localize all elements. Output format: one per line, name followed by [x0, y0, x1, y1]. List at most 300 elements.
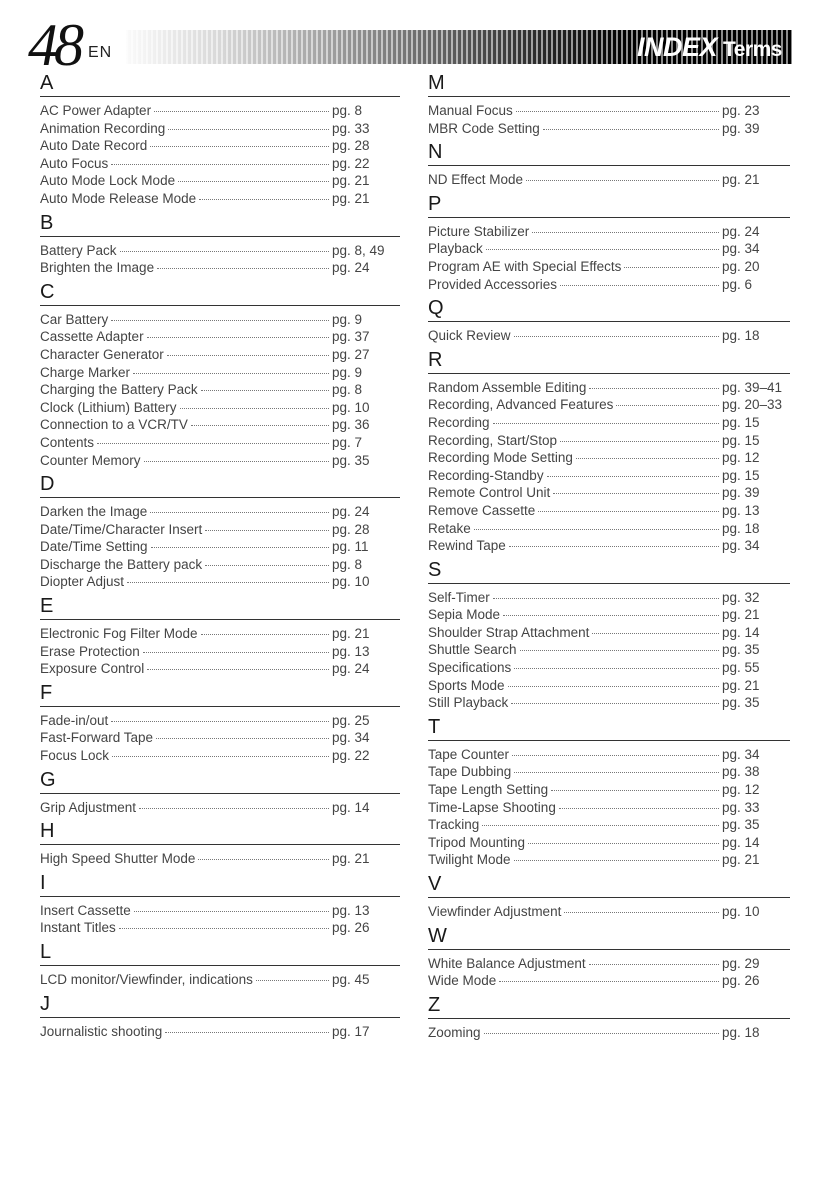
- dot-leader: [156, 738, 329, 739]
- dot-leader: [486, 249, 719, 250]
- entry-page-ref: pg. 15: [722, 432, 760, 448]
- entry-term: Journalistic shooting: [40, 1023, 163, 1039]
- dot-leader: [592, 633, 719, 634]
- index-entry: [40, 729, 400, 747]
- index-entry: [428, 484, 790, 502]
- index-entry: [40, 120, 400, 138]
- entry-term: Picture Stabilizer: [428, 223, 530, 239]
- section-letter: H: [40, 820, 400, 845]
- entry-page-ref: pg. 20: [722, 258, 760, 274]
- entry-term: Self-Timer: [428, 589, 490, 605]
- page-title: [637, 32, 782, 65]
- index-entry: [40, 556, 400, 574]
- dot-leader: [168, 129, 329, 130]
- entry-term: Tracking: [428, 817, 480, 833]
- index-entry: [40, 538, 400, 556]
- dot-leader: [493, 598, 719, 599]
- entry-term: Connection to a VCR/TV: [40, 417, 188, 433]
- entry-page-ref: pg. 33: [722, 799, 760, 815]
- entry-term: Sports Mode: [428, 677, 505, 693]
- entry-page-ref: pg. 6: [722, 276, 753, 292]
- entry-term: Random Assemble Editing: [428, 379, 587, 395]
- dot-leader: [180, 408, 329, 409]
- dot-leader: [514, 336, 719, 337]
- entry-term: Character Generator: [40, 346, 164, 362]
- entry-term: Fade-in/out: [40, 712, 109, 728]
- index-entry: [40, 328, 400, 346]
- entry-page-ref: pg. 36: [332, 417, 370, 433]
- entry-term: Manual Focus: [428, 103, 513, 118]
- dot-leader: [514, 772, 719, 773]
- index-section-z: [428, 994, 790, 1042]
- index-entry: [428, 799, 790, 817]
- entry-term: AC Power Adapter: [40, 103, 152, 118]
- dot-leader: [97, 443, 329, 444]
- entry-term: Auto Date Record: [40, 138, 148, 154]
- index-entry: [428, 659, 790, 677]
- entry-page-ref: pg. 9: [332, 364, 363, 380]
- entry-page-ref: pg. 15: [722, 414, 760, 430]
- index-entry: [428, 276, 790, 294]
- index-entry: [40, 434, 400, 452]
- entry-term: Focus Lock: [40, 748, 110, 764]
- entry-page-ref: pg. 14: [332, 799, 370, 815]
- entry-term: Diopter Adjust: [40, 574, 125, 590]
- entry-term: Tape Length Setting: [428, 782, 549, 798]
- index-entry: [428, 467, 790, 485]
- dot-leader: [154, 111, 329, 112]
- index-entry: [428, 120, 790, 138]
- entry-term: Tape Dubbing: [428, 764, 512, 780]
- index-entry: [428, 240, 790, 258]
- entry-page-ref: pg. 10: [332, 574, 370, 590]
- entry-page-ref: pg. 39: [722, 120, 760, 136]
- dot-leader: [560, 285, 719, 286]
- entry-page-ref: pg. 8, 49: [332, 242, 385, 258]
- index-entry: [428, 171, 790, 189]
- entry-page-ref: pg. 32: [722, 589, 760, 605]
- dot-leader: [538, 511, 719, 512]
- index-entry: [428, 955, 790, 973]
- entry-term: Cassette Adapter: [40, 329, 144, 345]
- index-entry: [40, 137, 400, 155]
- index-section-w: [428, 925, 790, 990]
- index-entry: [428, 624, 790, 642]
- index-section-v: [428, 873, 790, 921]
- dot-leader: [512, 755, 719, 756]
- entry-page-ref: pg. 21: [332, 626, 370, 642]
- entry-term: Recording-Standby: [428, 467, 544, 483]
- title-band: [126, 30, 792, 64]
- index-entry: [428, 781, 790, 799]
- index-section-r: [428, 349, 790, 555]
- section-letter: J: [40, 993, 400, 1018]
- index-entry: [428, 520, 790, 538]
- entry-term: Brighten the Image: [40, 260, 155, 276]
- index-entry: [428, 1024, 790, 1042]
- entry-page-ref: pg. 17: [332, 1023, 370, 1039]
- entry-term: ND Effect Mode: [428, 172, 524, 188]
- entry-term: LCD monitor/Viewfinder, indications: [40, 972, 253, 987]
- index-section-l: [40, 941, 400, 989]
- dot-leader: [150, 146, 329, 147]
- index-entry: [428, 589, 790, 607]
- index-entry: [40, 155, 400, 173]
- entry-page-ref: pg. 21: [332, 190, 370, 206]
- index-section-e: [40, 595, 400, 678]
- entry-term: Quick Review: [428, 328, 511, 344]
- dot-leader: [201, 634, 329, 635]
- dot-leader: [127, 582, 329, 583]
- section-letter: Q: [428, 297, 790, 322]
- entry-term: Program AE with Special Effects: [428, 258, 622, 274]
- entry-page-ref: pg. 27: [332, 346, 370, 362]
- index-entry: [428, 972, 790, 990]
- entry-page-ref: pg. 24: [332, 260, 370, 276]
- dot-leader: [191, 425, 329, 426]
- entry-page-ref: pg. 8: [332, 382, 363, 398]
- page-title-sub: Terms: [723, 38, 782, 61]
- dot-leader: [484, 1033, 719, 1034]
- dot-leader: [147, 337, 329, 338]
- dot-leader: [532, 232, 719, 233]
- index-entry: [40, 625, 400, 643]
- entry-page-ref: pg. 45: [332, 972, 370, 987]
- index-entry: [428, 102, 790, 120]
- entry-page-ref: pg. 23: [722, 103, 760, 118]
- entry-term: Auto Focus: [40, 155, 109, 171]
- section-letter: G: [40, 769, 400, 794]
- entry-page-ref: pg. 25: [332, 712, 370, 728]
- entry-page-ref: pg. 8: [332, 103, 363, 118]
- section-letter: A: [40, 72, 400, 97]
- index-entry: [40, 850, 400, 868]
- dot-leader: [199, 199, 329, 200]
- entry-page-ref: pg. 39: [722, 485, 760, 501]
- entry-page-ref: pg. 9: [332, 311, 363, 327]
- entry-term: Recording, Start/Stop: [428, 432, 558, 448]
- index-section-i: [40, 872, 400, 937]
- page-title-main: INDEX: [636, 32, 718, 62]
- entry-term: Auto Mode Lock Mode: [40, 173, 176, 189]
- section-letter: M: [428, 72, 790, 97]
- entry-page-ref: pg. 34: [722, 241, 760, 257]
- dot-leader: [111, 164, 329, 165]
- dot-leader: [514, 860, 719, 861]
- entry-page-ref: pg. 8: [332, 556, 363, 572]
- dot-leader: [205, 530, 329, 531]
- index-entry: [428, 414, 790, 432]
- dot-leader: [589, 388, 719, 389]
- section-letter: C: [40, 281, 400, 306]
- dot-leader: [616, 405, 719, 406]
- dot-leader: [111, 320, 329, 321]
- entry-page-ref: pg. 38: [722, 764, 760, 780]
- entry-term: Shuttle Search: [428, 642, 517, 658]
- entry-page-ref: pg. 20–33: [722, 397, 783, 413]
- entry-page-ref: pg. 26: [332, 920, 370, 936]
- entry-page-ref: pg. 21: [722, 852, 760, 868]
- dot-leader: [150, 512, 329, 513]
- index-entry: [428, 432, 790, 450]
- entry-term: Date/Time/Character Insert: [40, 521, 203, 537]
- entry-term: Grip Adjustment: [40, 799, 137, 815]
- index-entry: [40, 102, 400, 120]
- dot-leader: [178, 181, 329, 182]
- index-entry: [40, 573, 400, 591]
- entry-term: Auto Mode Release Mode: [40, 190, 197, 206]
- index-entry: [40, 902, 400, 920]
- entry-term: Recording Mode Setting: [428, 450, 573, 466]
- entry-page-ref: pg. 55: [722, 660, 760, 676]
- index-entry: [40, 381, 400, 399]
- index-section-c: [40, 281, 400, 469]
- dot-leader: [560, 441, 719, 442]
- section-letter: Z: [428, 994, 790, 1019]
- index-entry: [428, 816, 790, 834]
- dot-leader: [144, 461, 329, 462]
- index-entry: [428, 641, 790, 659]
- entry-term: Twilight Mode: [428, 852, 511, 868]
- dot-leader: [139, 808, 329, 809]
- entry-page-ref: pg. 24: [332, 661, 370, 677]
- entry-term: Viewfinder Adjustment: [428, 904, 562, 919]
- index-entry: [40, 172, 400, 190]
- index-entry: [428, 903, 790, 921]
- entry-term: Exposure Control: [40, 661, 145, 677]
- entry-page-ref: pg. 35: [722, 817, 760, 833]
- index-section-p: [428, 193, 790, 293]
- dot-leader: [201, 390, 329, 391]
- entry-term: Electronic Fog Filter Mode: [40, 626, 198, 642]
- entry-term: Charging the Battery Pack: [40, 382, 198, 398]
- entry-term: Insert Cassette: [40, 902, 131, 918]
- entry-term: Darken the Image: [40, 504, 148, 520]
- entry-term: Still Playback: [428, 695, 509, 711]
- dot-leader: [157, 268, 329, 269]
- index-entry: [40, 971, 400, 989]
- dot-leader: [120, 251, 329, 252]
- dot-leader: [119, 928, 329, 929]
- index-entry: [40, 660, 400, 678]
- dot-leader: [493, 423, 719, 424]
- entry-term: Animation Recording: [40, 120, 166, 136]
- section-letter: R: [428, 349, 790, 374]
- dot-leader: [508, 686, 719, 687]
- dot-leader: [576, 458, 719, 459]
- index-section-g: [40, 769, 400, 817]
- index-entry: [428, 449, 790, 467]
- section-letter: L: [40, 941, 400, 966]
- section-letter: D: [40, 473, 400, 498]
- language-code: EN: [88, 44, 113, 61]
- dot-leader: [526, 180, 719, 181]
- dot-leader: [143, 652, 329, 653]
- entry-page-ref: pg. 14: [722, 834, 760, 850]
- entry-term: Recording, Advanced Features: [428, 397, 614, 413]
- entry-page-ref: pg. 21: [722, 677, 760, 693]
- entry-page-ref: pg. 21: [332, 851, 370, 867]
- dot-leader: [547, 476, 719, 477]
- entry-term: Instant Titles: [40, 920, 116, 936]
- entry-term: Shoulder Strap Attachment: [428, 624, 590, 640]
- entry-page-ref: pg. 34: [332, 730, 370, 746]
- index-section-t: [428, 716, 790, 869]
- dot-leader: [151, 547, 329, 548]
- entry-page-ref: pg. 39–41: [722, 379, 783, 395]
- entry-page-ref: pg. 13: [722, 502, 760, 518]
- entry-page-ref: pg. 26: [722, 973, 760, 989]
- entry-page-ref: pg. 14: [722, 624, 760, 640]
- section-letter: W: [428, 925, 790, 950]
- dot-leader: [147, 669, 329, 670]
- entry-term: Date/Time Setting: [40, 539, 148, 555]
- index-entry: [428, 327, 790, 345]
- entry-page-ref: pg. 24: [332, 504, 370, 520]
- dot-leader: [553, 493, 719, 494]
- entry-page-ref: pg. 11: [332, 539, 369, 555]
- entry-term: Erase Protection: [40, 643, 140, 659]
- index-entry: [40, 242, 400, 260]
- dot-leader: [511, 703, 719, 704]
- index-entry: [40, 799, 400, 817]
- entry-page-ref: pg. 35: [722, 642, 760, 658]
- entry-term: Tape Counter: [428, 746, 510, 762]
- entry-page-ref: pg. 12: [722, 450, 760, 466]
- index-entry: [40, 190, 400, 208]
- dot-leader: [528, 843, 719, 844]
- entry-page-ref: pg. 22: [332, 748, 370, 764]
- entry-page-ref: pg. 22: [332, 155, 370, 171]
- index-section-q: [428, 297, 790, 345]
- entry-term: High Speed Shutter Mode: [40, 851, 196, 867]
- index-entry: [428, 694, 790, 712]
- entry-term: Time-Lapse Shooting: [428, 799, 556, 815]
- entry-term: Charge Marker: [40, 364, 131, 380]
- dot-leader: [564, 912, 719, 913]
- entry-page-ref: pg. 7: [332, 434, 363, 450]
- entry-term: Remove Cassette: [428, 502, 536, 518]
- index-entry: [40, 452, 400, 470]
- index-entry: [40, 364, 400, 382]
- section-letter: S: [428, 559, 790, 584]
- entry-page-ref: pg. 28: [332, 138, 370, 154]
- dot-leader: [165, 1032, 329, 1033]
- entry-page-ref: pg. 29: [722, 955, 760, 971]
- dot-leader: [111, 721, 329, 722]
- entry-page-ref: pg. 35: [722, 695, 760, 711]
- index-entry: [40, 503, 400, 521]
- entry-page-ref: pg. 10: [722, 904, 760, 919]
- entry-page-ref: pg. 34: [722, 538, 760, 554]
- index-entry: [40, 259, 400, 277]
- dot-leader: [134, 911, 329, 912]
- index-section-h: [40, 820, 400, 868]
- entry-term: Playback: [428, 241, 483, 257]
- section-letter: P: [428, 193, 790, 218]
- entry-page-ref: pg. 10: [332, 399, 370, 415]
- entry-page-ref: pg. 35: [332, 452, 370, 468]
- index-entry: [40, 747, 400, 765]
- entry-page-ref: pg. 21: [332, 173, 370, 189]
- dot-leader: [520, 650, 719, 651]
- entry-term: Wide Mode: [428, 973, 497, 989]
- index-section-f: [40, 682, 400, 765]
- index-section-b: [40, 212, 400, 277]
- dot-leader: [509, 546, 719, 547]
- entry-page-ref: pg. 13: [332, 902, 370, 918]
- index-entry: [40, 311, 400, 329]
- entry-page-ref: pg. 18: [722, 520, 760, 536]
- index-entry: [40, 919, 400, 937]
- entry-page-ref: pg. 21: [722, 607, 760, 623]
- index-entry: [428, 834, 790, 852]
- dot-leader: [205, 565, 329, 566]
- index-entry: [428, 851, 790, 869]
- dot-leader: [589, 964, 719, 965]
- entry-term: Rewind Tape: [428, 538, 506, 554]
- section-letter: V: [428, 873, 790, 898]
- dot-leader: [499, 981, 719, 982]
- index-entry: [428, 379, 790, 397]
- entry-page-ref: pg. 34: [722, 746, 760, 762]
- dot-leader: [112, 756, 329, 757]
- entry-term: Clock (Lithium) Battery: [40, 399, 177, 415]
- entry-term: Contents: [40, 434, 95, 450]
- dot-leader: [133, 373, 329, 374]
- entry-term: Fast-Forward Tape: [40, 730, 154, 746]
- dot-leader: [482, 825, 719, 826]
- dot-leader: [256, 980, 329, 981]
- entry-term: Sepia Mode: [428, 607, 501, 623]
- dot-leader: [624, 267, 719, 268]
- index-entry: [428, 223, 790, 241]
- index-column-right: [428, 72, 790, 1045]
- entry-page-ref: pg. 24: [722, 223, 760, 239]
- entry-term: Battery Pack: [40, 242, 117, 258]
- dot-leader: [516, 111, 719, 112]
- entry-page-ref: pg. 12: [722, 782, 760, 798]
- entry-term: Zooming: [428, 1024, 481, 1040]
- entry-term: Tripod Mounting: [428, 834, 526, 850]
- entry-term: Recording: [428, 414, 490, 430]
- entry-page-ref: pg. 33: [332, 120, 370, 136]
- entry-page-ref: pg. 13: [332, 643, 370, 659]
- index-entry: [428, 537, 790, 555]
- dot-leader: [474, 529, 719, 530]
- index-entry: [428, 677, 790, 695]
- index-entry: [428, 396, 790, 414]
- section-letter: E: [40, 595, 400, 620]
- dot-leader: [543, 129, 719, 130]
- index-entry: [40, 521, 400, 539]
- dot-leader: [559, 808, 719, 809]
- index-section-s: [428, 559, 790, 712]
- index-entry: [40, 399, 400, 417]
- entry-term: Specifications: [428, 660, 512, 676]
- index-entry: [40, 643, 400, 661]
- section-letter: T: [428, 716, 790, 741]
- index-section-j: [40, 993, 400, 1041]
- index-entry: [428, 763, 790, 781]
- entry-term: Discharge the Battery pack: [40, 556, 203, 572]
- entry-page-ref: pg. 28: [332, 521, 370, 537]
- entry-page-ref: pg. 18: [722, 328, 760, 344]
- dot-leader: [198, 859, 329, 860]
- entry-page-ref: pg. 18: [722, 1024, 760, 1040]
- index-section-a: [40, 72, 400, 208]
- section-letter: F: [40, 682, 400, 707]
